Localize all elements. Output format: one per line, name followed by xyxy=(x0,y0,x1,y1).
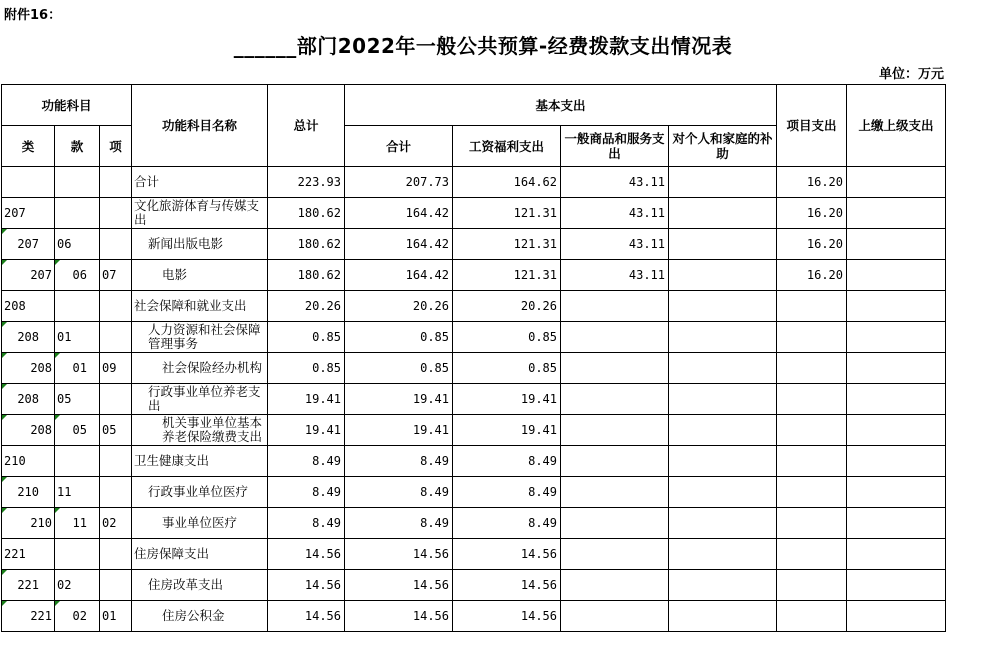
cell-project xyxy=(777,570,847,601)
cell-xiang xyxy=(100,477,132,508)
cell-basic-total: 8.49 xyxy=(345,508,453,539)
cell-func-name: 社会保障和就业支出 xyxy=(132,291,268,322)
cell-salary: 14.56 xyxy=(453,601,561,632)
cell-total: 180.62 xyxy=(268,229,345,260)
header-xiang: 项 xyxy=(100,126,132,167)
cell-goods: 43.11 xyxy=(561,167,669,198)
cell-lei: 208 xyxy=(2,322,55,353)
attachment-label: 附件16： xyxy=(4,8,62,23)
cell-kuan xyxy=(55,167,100,198)
cell-kuan: 06 xyxy=(55,229,100,260)
header-func-subject: 功能科目 xyxy=(2,85,132,126)
cell-kuan xyxy=(55,198,100,229)
cell-project xyxy=(777,353,847,384)
cell-project xyxy=(777,539,847,570)
cell-salary: 8.49 xyxy=(453,508,561,539)
cell-xiang xyxy=(100,167,132,198)
cell-lei: 210 xyxy=(2,508,55,539)
cell-project xyxy=(777,508,847,539)
cell-basic-total: 164.42 xyxy=(345,260,453,291)
cell-goods: 43.11 xyxy=(561,229,669,260)
cell-upper xyxy=(847,477,946,508)
header-total: 总计 xyxy=(268,85,345,167)
cell-xiang xyxy=(100,384,132,415)
header-basic-total: 合计 xyxy=(345,126,453,167)
cell-func-name: 卫生健康支出 xyxy=(132,446,268,477)
cell-lei: 221 xyxy=(2,570,55,601)
header-project: 项目支出 xyxy=(777,85,847,167)
cell-project xyxy=(777,415,847,446)
cell-total: 14.56 xyxy=(268,539,345,570)
cell-func-name: 住房公积金 xyxy=(132,601,268,632)
cell-total: 8.49 xyxy=(268,446,345,477)
table-row xyxy=(2,508,946,539)
cell-total: 0.85 xyxy=(268,353,345,384)
cell-project: 16.20 xyxy=(777,229,847,260)
table-row xyxy=(2,260,946,291)
cell-basic-total: 0.85 xyxy=(345,353,453,384)
cell-basic-total: 14.56 xyxy=(345,601,453,632)
table-row xyxy=(2,353,946,384)
cell-personal xyxy=(669,570,777,601)
table-row xyxy=(2,384,946,415)
cell-xiang xyxy=(100,198,132,229)
cell-total: 8.49 xyxy=(268,508,345,539)
cell-upper xyxy=(847,198,946,229)
cell-salary: 14.56 xyxy=(453,570,561,601)
cell-project xyxy=(777,446,847,477)
cell-personal xyxy=(669,322,777,353)
cell-func-name: 新闻出版电影 xyxy=(132,229,268,260)
cell-func-name: 人力资源和社会保障管理事务 xyxy=(132,322,268,353)
cell-upper xyxy=(847,229,946,260)
cell-salary: 0.85 xyxy=(453,322,561,353)
cell-personal xyxy=(669,167,777,198)
cell-salary: 121.31 xyxy=(453,198,561,229)
cell-basic-total: 8.49 xyxy=(345,477,453,508)
cell-func-name: 住房保障支出 xyxy=(132,539,268,570)
cell-goods: 43.11 xyxy=(561,260,669,291)
header-salary: 工资福利支出 xyxy=(453,126,561,167)
cell-func-name: 社会保险经办机构 xyxy=(132,353,268,384)
cell-salary: 8.49 xyxy=(453,446,561,477)
cell-salary: 19.41 xyxy=(453,415,561,446)
table-row xyxy=(2,229,946,260)
cell-upper xyxy=(847,353,946,384)
cell-func-name: 事业单位医疗 xyxy=(132,508,268,539)
page-title: ______部门2022年一般公共预算-经费拨款支出情况表 xyxy=(233,34,733,58)
cell-xiang xyxy=(100,291,132,322)
cell-basic-total: 19.41 xyxy=(345,415,453,446)
cell-personal xyxy=(669,539,777,570)
cell-goods xyxy=(561,353,669,384)
cell-total: 180.62 xyxy=(268,198,345,229)
cell-goods: 43.11 xyxy=(561,198,669,229)
cell-kuan: 01 xyxy=(55,322,100,353)
cell-upper xyxy=(847,291,946,322)
cell-kuan: 05 xyxy=(55,415,100,446)
cell-xiang xyxy=(100,322,132,353)
cell-total: 19.41 xyxy=(268,415,345,446)
table-row xyxy=(2,477,946,508)
cell-upper xyxy=(847,415,946,446)
cell-xiang: 05 xyxy=(100,415,132,446)
cell-goods xyxy=(561,477,669,508)
cell-goods xyxy=(561,291,669,322)
cell-total: 14.56 xyxy=(268,601,345,632)
cell-total: 0.85 xyxy=(268,322,345,353)
cell-lei: 207 xyxy=(2,198,55,229)
header-lei: 类 xyxy=(2,126,55,167)
cell-goods xyxy=(561,601,669,632)
cell-lei: 208 xyxy=(2,384,55,415)
cell-kuan: 02 xyxy=(55,570,100,601)
cell-kuan: 05 xyxy=(55,384,100,415)
header-personal: 对个人和家庭的补助 xyxy=(669,126,777,167)
table-row xyxy=(2,198,946,229)
budget-table xyxy=(1,84,946,632)
cell-project xyxy=(777,291,847,322)
table-row xyxy=(2,446,946,477)
header-goods: 一般商品和服务支出 xyxy=(561,126,669,167)
cell-personal xyxy=(669,415,777,446)
cell-basic-total: 164.42 xyxy=(345,198,453,229)
cell-xiang xyxy=(100,446,132,477)
cell-goods xyxy=(561,384,669,415)
cell-kuan: 11 xyxy=(55,508,100,539)
cell-personal xyxy=(669,601,777,632)
cell-basic-total: 19.41 xyxy=(345,384,453,415)
unit-label: 单位：万元 xyxy=(878,67,944,82)
cell-salary: 121.31 xyxy=(453,260,561,291)
cell-personal xyxy=(669,353,777,384)
cell-personal xyxy=(669,198,777,229)
table-row xyxy=(2,322,946,353)
header-upper: 上缴上级支出 xyxy=(847,85,946,167)
cell-goods xyxy=(561,508,669,539)
cell-basic-total: 164.42 xyxy=(345,229,453,260)
cell-lei: 210 xyxy=(2,477,55,508)
cell-kuan xyxy=(55,291,100,322)
cell-total: 19.41 xyxy=(268,384,345,415)
cell-xiang xyxy=(100,229,132,260)
cell-goods xyxy=(561,446,669,477)
cell-personal xyxy=(669,291,777,322)
cell-total: 20.26 xyxy=(268,291,345,322)
cell-personal xyxy=(669,229,777,260)
cell-kuan: 11 xyxy=(55,477,100,508)
cell-lei: 207 xyxy=(2,229,55,260)
cell-salary: 20.26 xyxy=(453,291,561,322)
cell-lei: 208 xyxy=(2,415,55,446)
cell-salary: 19.41 xyxy=(453,384,561,415)
cell-lei xyxy=(2,167,55,198)
table-row xyxy=(2,167,946,198)
cell-basic-total: 8.49 xyxy=(345,446,453,477)
cell-lei: 210 xyxy=(2,446,55,477)
table-row xyxy=(2,415,946,446)
cell-upper xyxy=(847,260,946,291)
cell-goods xyxy=(561,570,669,601)
cell-project xyxy=(777,322,847,353)
cell-goods xyxy=(561,415,669,446)
cell-upper xyxy=(847,570,946,601)
cell-lei: 221 xyxy=(2,539,55,570)
cell-lei: 207 xyxy=(2,260,55,291)
cell-basic-total: 14.56 xyxy=(345,570,453,601)
cell-func-name: 文化旅游体育与传媒支出 xyxy=(132,198,268,229)
cell-func-name: 合计 xyxy=(132,167,268,198)
cell-project: 16.20 xyxy=(777,167,847,198)
cell-xiang xyxy=(100,570,132,601)
cell-xiang: 01 xyxy=(100,601,132,632)
cell-personal xyxy=(669,446,777,477)
cell-personal xyxy=(669,384,777,415)
cell-personal xyxy=(669,508,777,539)
cell-xiang: 09 xyxy=(100,353,132,384)
cell-xiang: 02 xyxy=(100,508,132,539)
cell-kuan xyxy=(55,539,100,570)
cell-lei: 208 xyxy=(2,353,55,384)
cell-basic-total: 14.56 xyxy=(345,539,453,570)
cell-func-name: 电影 xyxy=(132,260,268,291)
cell-upper xyxy=(847,601,946,632)
cell-project: 16.20 xyxy=(777,198,847,229)
cell-func-name: 住房改革支出 xyxy=(132,570,268,601)
cell-total: 180.62 xyxy=(268,260,345,291)
cell-salary: 121.31 xyxy=(453,229,561,260)
table-row xyxy=(2,570,946,601)
cell-lei: 208 xyxy=(2,291,55,322)
cell-kuan: 02 xyxy=(55,601,100,632)
cell-upper xyxy=(847,508,946,539)
cell-kuan: 01 xyxy=(55,353,100,384)
cell-goods xyxy=(561,322,669,353)
cell-upper xyxy=(847,446,946,477)
cell-upper xyxy=(847,322,946,353)
header-kuan: 款 xyxy=(55,126,100,167)
cell-salary: 8.49 xyxy=(453,477,561,508)
cell-total: 14.56 xyxy=(268,570,345,601)
cell-func-name: 机关事业单位基本养老保险缴费支出 xyxy=(132,415,268,446)
cell-personal xyxy=(669,260,777,291)
cell-lei: 221 xyxy=(2,601,55,632)
cell-project xyxy=(777,601,847,632)
cell-total: 223.93 xyxy=(268,167,345,198)
table-row xyxy=(2,291,946,322)
table-row xyxy=(2,539,946,570)
cell-func-name: 行政事业单位养老支出 xyxy=(132,384,268,415)
header-basic: 基本支出 xyxy=(345,85,777,126)
cell-salary: 0.85 xyxy=(453,353,561,384)
cell-basic-total: 0.85 xyxy=(345,322,453,353)
cell-goods xyxy=(561,539,669,570)
cell-upper xyxy=(847,539,946,570)
cell-kuan: 06 xyxy=(55,260,100,291)
cell-xiang xyxy=(100,539,132,570)
cell-upper xyxy=(847,384,946,415)
cell-total: 8.49 xyxy=(268,477,345,508)
cell-xiang: 07 xyxy=(100,260,132,291)
cell-project xyxy=(777,477,847,508)
cell-kuan xyxy=(55,446,100,477)
cell-project xyxy=(777,384,847,415)
header-func-name: 功能科目名称 xyxy=(132,85,268,167)
cell-func-name: 行政事业单位医疗 xyxy=(132,477,268,508)
cell-personal xyxy=(669,477,777,508)
cell-salary: 164.62 xyxy=(453,167,561,198)
cell-basic-total: 20.26 xyxy=(345,291,453,322)
cell-basic-total: 207.73 xyxy=(345,167,453,198)
table-row xyxy=(2,601,946,632)
cell-upper xyxy=(847,167,946,198)
cell-salary: 14.56 xyxy=(453,539,561,570)
cell-project: 16.20 xyxy=(777,260,847,291)
